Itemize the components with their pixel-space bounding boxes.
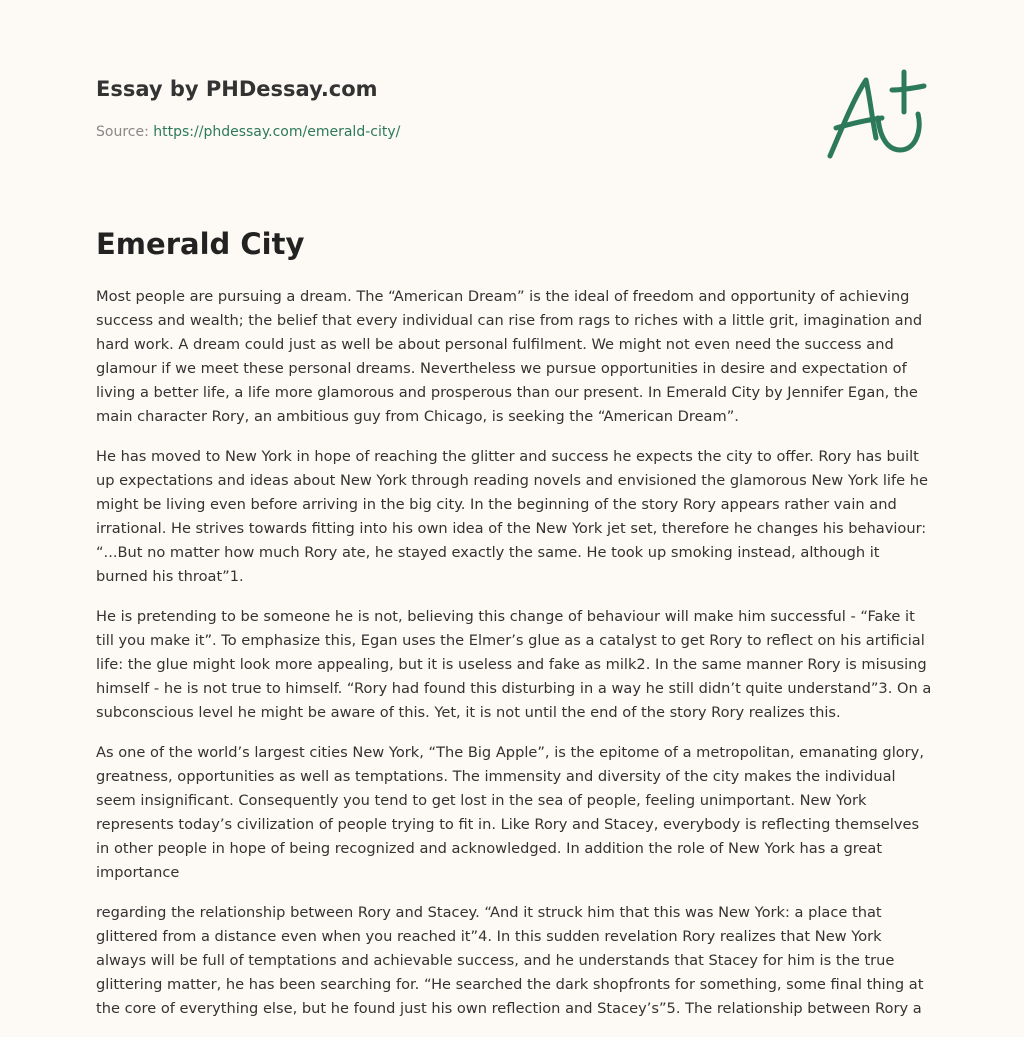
essay-paragraph: He is pretending to be someone he is not, believing this change of behaviour will make him successful - “Fake it till you make it”. To emphasize this, Egan uses the Elmer’s glue as a catalyst to get Rory to reflect on his artificial life: the glue might look more appealing, but it is useless and fake as milk2. In the same manner Rory is misusing himself - he is not true to himself. “Rory had found this disturbing in a way he still didn’t quite understand”3. On a subconscious level he might be aware of this. Yet, it is not until the end of the story Rory realizes this. (96, 608, 932, 721)
source-line (96, 122, 928, 142)
essay-paragraph: As one of the world’s largest cities New York, “The Big Apple”, is the epitome of a metropolitan, emanating glory, greatness, opportunities as well as temptations. The immensity and diversity of the city makes the individual seem insignificant. Consequently you tend to get lost in the sea of people, feeling unimportant. New York represents today’s civilization of people trying to fit in. Like Rory and Stacey, everybody is reflecting themselves in other people in hope of being recognized and acknowledged. In addition the role of New York has a great importance (96, 744, 924, 881)
page-header (96, 72, 928, 142)
essay-title: Emerald City (96, 227, 305, 261)
source-label: Source: (96, 124, 149, 140)
essay-paragraph: He has moved to New York in hope of reaching the glitter and success he expects the city to offer. Rory has built up expectations and ideas about New York through reading novels and envisioned the glamorous New York life he might be living even before arriving in the big city. In the beginning of the story Rory appears rather vain and irrational. He strives towards fitting into his own idea of the New York jet set, therefore he changes his behaviour: “...But no matter how much Rory ate, he stayed exactly the same. He took up smoking instead, although it burned his throat”1. (96, 448, 928, 585)
essay-paragraph: Most people are pursuing a dream. The “American Dream” is the ideal of freedom and opportunity of achieving success and wealth; the belief that every individual can rise from rags to riches with a little grit, imagination and hard work. A dream could just as well be about personal fulfilment. We might not even need the success and glamour if we meet these personal dreams. Nevertheless we pursue opportunities in desire and expectation of living a better life, a life more glamorous and prosperous than our present. In Emerald City by Jennifer Egan, the main character Rory, an ambitious guy from Chicago, is seeking the “American Dream”. (96, 288, 923, 425)
source-link[interactable]: https://phdessay.com/emerald-city/ (153, 124, 401, 140)
a-plus-logo-icon (820, 68, 930, 166)
essay-paragraph: regarding the relationship between Rory and Stacey. “And it struck him that this was New York: a place that glittered from a distance even when you reached it”4. In this sudden revelation Rory realizes that New York always will be full of temptations and achievable success, and he understands that Stacey for him is the true glittering matter, he has been searching for. “He searched the dark shopfronts for something, some final thing at the core of everything else, but he found just his own reflection and Stacey’s”5. The relationship between Rory a (96, 904, 924, 1017)
site-title: Essay by PHDessay.com (96, 77, 378, 101)
essay-body (96, 285, 934, 1037)
